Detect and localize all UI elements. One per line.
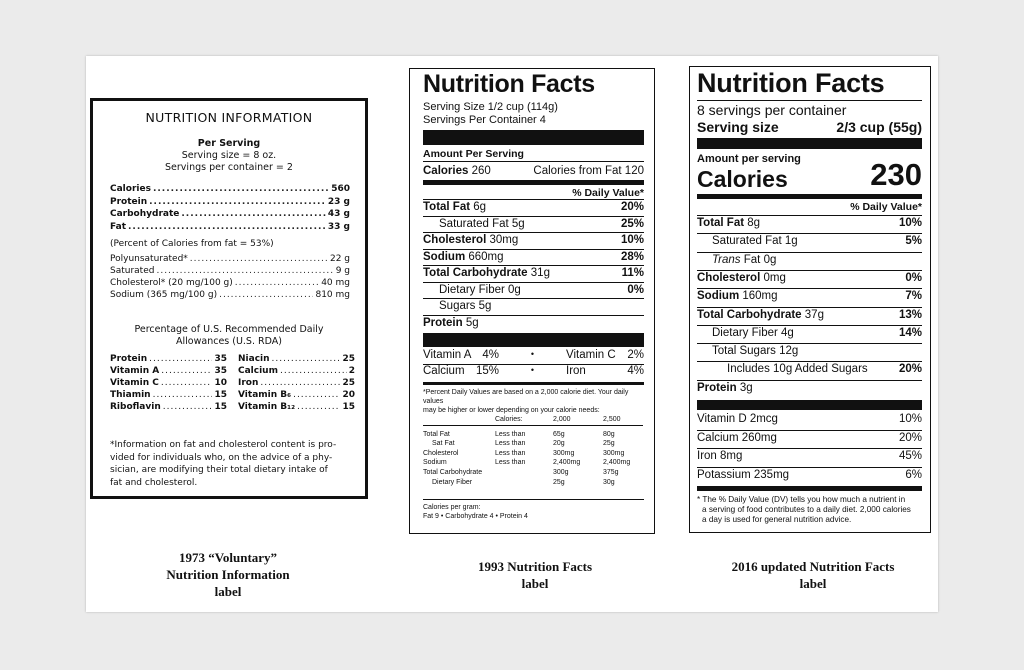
serving-size-2016: Serving size 2/3 cup (55g) — [697, 119, 922, 135]
nutrient-row: Sodium 660mg 28% — [423, 250, 644, 263]
dv-table-header: Calories: 2,000 2,500 — [495, 416, 621, 423]
divider — [697, 380, 922, 381]
sub-nutrient-row: Polyunsaturated* ..... 22 g — [110, 253, 350, 265]
thick-bar-2 — [423, 180, 644, 185]
divider — [697, 448, 922, 449]
thick-bar-1 — [697, 138, 922, 149]
divider — [423, 199, 644, 200]
calories-row-1993: Calories 260 Calories from Fat 120 — [423, 165, 644, 177]
nutrient-row: Dietary Fiber 4g 14% — [712, 326, 922, 339]
nutrient-row: Fat ..... 33 g — [110, 221, 350, 233]
label-2016 — [689, 66, 931, 533]
servings-2016: 8 servings per container — [697, 102, 847, 118]
calories-row-2016: Calories 230 — [697, 157, 922, 192]
nutrient-row: Total Sugars 12g — [712, 345, 799, 358]
footnote-1993: *Percent Daily Values are based on a 2,000 calorie diet. Your daily values may be higher or lower depending on your calorie needs: — [423, 389, 629, 414]
nutrient-row: Protein ..... 23 g — [110, 196, 350, 208]
rda-row: Protein ..... 35 — [110, 353, 227, 365]
nutrient-row: Total Carbohydrate 31g 11% — [423, 267, 644, 279]
nutrient-row: Calories ..... 560 — [110, 183, 350, 195]
caption-1973: 1973 “Voluntary” Nutrition Information label — [166, 550, 290, 599]
divider — [423, 298, 644, 299]
thick-bar-2 — [697, 194, 922, 199]
rda-row: Vitamin B₆ ..... 20 — [238, 389, 355, 401]
divider — [697, 270, 922, 271]
nutrient-row: Sugars 5g — [439, 300, 492, 312]
sub-nutrient-row: Saturated ..... 9 g — [110, 265, 350, 277]
nutrient-row: Includes 10g Added Sugars 20% — [727, 363, 922, 376]
servings-1993: Servings Per Container 4 — [423, 114, 546, 126]
nutrient-row: Saturated Fat 5g 25% — [439, 217, 644, 230]
dv-table-row: Sodium Less than 2,400mg 2,400mg — [423, 459, 631, 467]
nutrient-row: Total Fat 6g 20% — [423, 201, 644, 213]
divider — [423, 499, 644, 500]
divider — [697, 215, 922, 216]
nutrient-row: Total Fat 8g 10% — [697, 217, 922, 229]
nutrient-row: Trans Fat 0g — [712, 253, 777, 266]
fat-cholesterol-note: *Information on fat and cholesterol content is pro- vided for individuals who, on the advice of a phy- sician, are modifying their total dietary intake of fat and cholesterol. — [110, 440, 337, 488]
nutrient-row: Carbohydrate ..... 43 g — [110, 208, 350, 220]
dv-table-row: Total Fat Less than 65g 80g — [423, 430, 615, 438]
thick-bar-3 — [423, 333, 644, 347]
dv-table-row: Dietary Fiber 25g 30g — [432, 478, 615, 486]
divider — [423, 265, 644, 266]
dv-table-row: Cholesterol Less than 300mg 300mg — [423, 449, 625, 457]
dv-header-1993: % Daily Value* — [572, 187, 644, 199]
divider — [423, 216, 644, 217]
thick-bar-4 — [423, 382, 644, 385]
divider — [697, 307, 922, 308]
footnote-2016: * The % Daily Value (DV) tells you how much a nutrient in a serving of food contributes to a daily diet. 2,000 calories a day is used for general nutrition advice. — [697, 495, 911, 524]
caption-2016: 2016 updated Nutrition Facts label — [731, 559, 895, 591]
amount-per-serving-1993: Amount Per Serving — [423, 148, 524, 160]
thick-bar-4 — [697, 486, 922, 491]
calories-per-gram: Calories per gram: Fat 9 • Carbohydrate 4 • Protein 4 — [423, 504, 528, 520]
vitamin-row: Calcium 260mg 20% — [697, 431, 922, 444]
per-serving-heading: Per Serving — [197, 138, 261, 149]
dv-reference-table — [423, 415, 644, 487]
nutrient-row: Cholesterol 0mg 0% — [697, 271, 922, 284]
serving-size: Serving size = 8 oz. — [181, 150, 277, 161]
vitamin-row: Potassium 235mg 6% — [697, 468, 922, 481]
rda-row: Vitamin C ..... 10 — [110, 377, 227, 389]
rda-row: Niacin ..... 25 — [238, 353, 355, 365]
rda-row: Calcium ..... 2 — [238, 365, 355, 377]
label-1993 — [409, 68, 655, 534]
label-1993-title: Nutrition Facts — [423, 70, 595, 98]
divider — [697, 361, 922, 362]
sub-nutrient-row: Sodium (365 mg/100 g) ..... 810 mg — [110, 289, 350, 301]
nutrient-row: Total Carbohydrate 37g 13% — [697, 308, 922, 321]
caption-1993: 1993 Nutrition Facts label — [477, 559, 593, 591]
servings-per-container: Servings per container = 2 — [165, 162, 293, 173]
label-1973-title: NUTRITION INFORMATION — [145, 110, 313, 125]
divider — [697, 430, 922, 431]
label-1973 — [90, 98, 368, 499]
fat-percent: (Percent of Calories from fat = 53%) — [110, 239, 274, 249]
divider — [423, 249, 644, 250]
dv-table-row: Sat Fat Less than 20g 25g — [432, 440, 615, 448]
nutrient-row: Dietary Fiber 0g 0% — [439, 283, 644, 296]
label-2016-title: Nutrition Facts — [697, 68, 885, 98]
thick-bar-3 — [697, 400, 922, 410]
nutrient-row: Protein 5g — [423, 316, 479, 329]
vitamin-row: Iron 8mg 45% — [697, 450, 922, 462]
rda-row: Iron ..... 25 — [238, 377, 355, 389]
divider — [423, 232, 644, 233]
nutrient-row: Protein 3g — [697, 381, 753, 394]
rda-row: Vitamin B₁₂ ..... 15 — [238, 401, 355, 413]
divider — [697, 325, 922, 326]
divider — [423, 282, 644, 283]
divider — [423, 161, 644, 162]
dv-table-row: Total Carbohydrate 300g 375g — [423, 468, 619, 476]
nutrient-row: Saturated Fat 1g 5% — [712, 235, 922, 248]
serving-size-1993: Serving Size 1/2 cup (114g) — [423, 101, 558, 113]
nutrient-row: Cholesterol 30mg 10% — [423, 234, 644, 246]
thick-bar-1 — [423, 130, 644, 145]
rda-row: Thiamin ..... 15 — [110, 389, 227, 401]
divider — [697, 252, 922, 253]
rda-row: Vitamin A ..... 35 — [110, 365, 227, 377]
vitamin-row: Vitamin A 4% • Vitamin C 2% — [423, 349, 644, 361]
rda-row: Riboflavin ..... 15 — [110, 401, 227, 413]
amount-per-serving-2016: Amount per serving — [697, 153, 801, 165]
nutrient-row: Sodium 160mg 7% — [697, 290, 922, 303]
divider — [697, 467, 922, 468]
dv-header-2016: % Daily Value* — [850, 201, 922, 213]
divider — [697, 100, 922, 101]
vitamin-row: Calcium 15% • Iron 4% — [423, 365, 644, 377]
divider — [697, 288, 922, 289]
rda-heading-2: Allowances (U.S. RDA) — [176, 336, 282, 347]
divider — [423, 315, 644, 316]
divider — [697, 233, 922, 234]
sub-nutrient-row: Cholesterol* (20 mg/100 g) ..... 40 mg — [110, 277, 350, 289]
rda-heading-1: Percentage of U.S. Recommended Daily — [134, 324, 324, 335]
vitamin-row: Vitamin D 2mcg 10% — [697, 413, 922, 425]
divider — [697, 343, 922, 344]
